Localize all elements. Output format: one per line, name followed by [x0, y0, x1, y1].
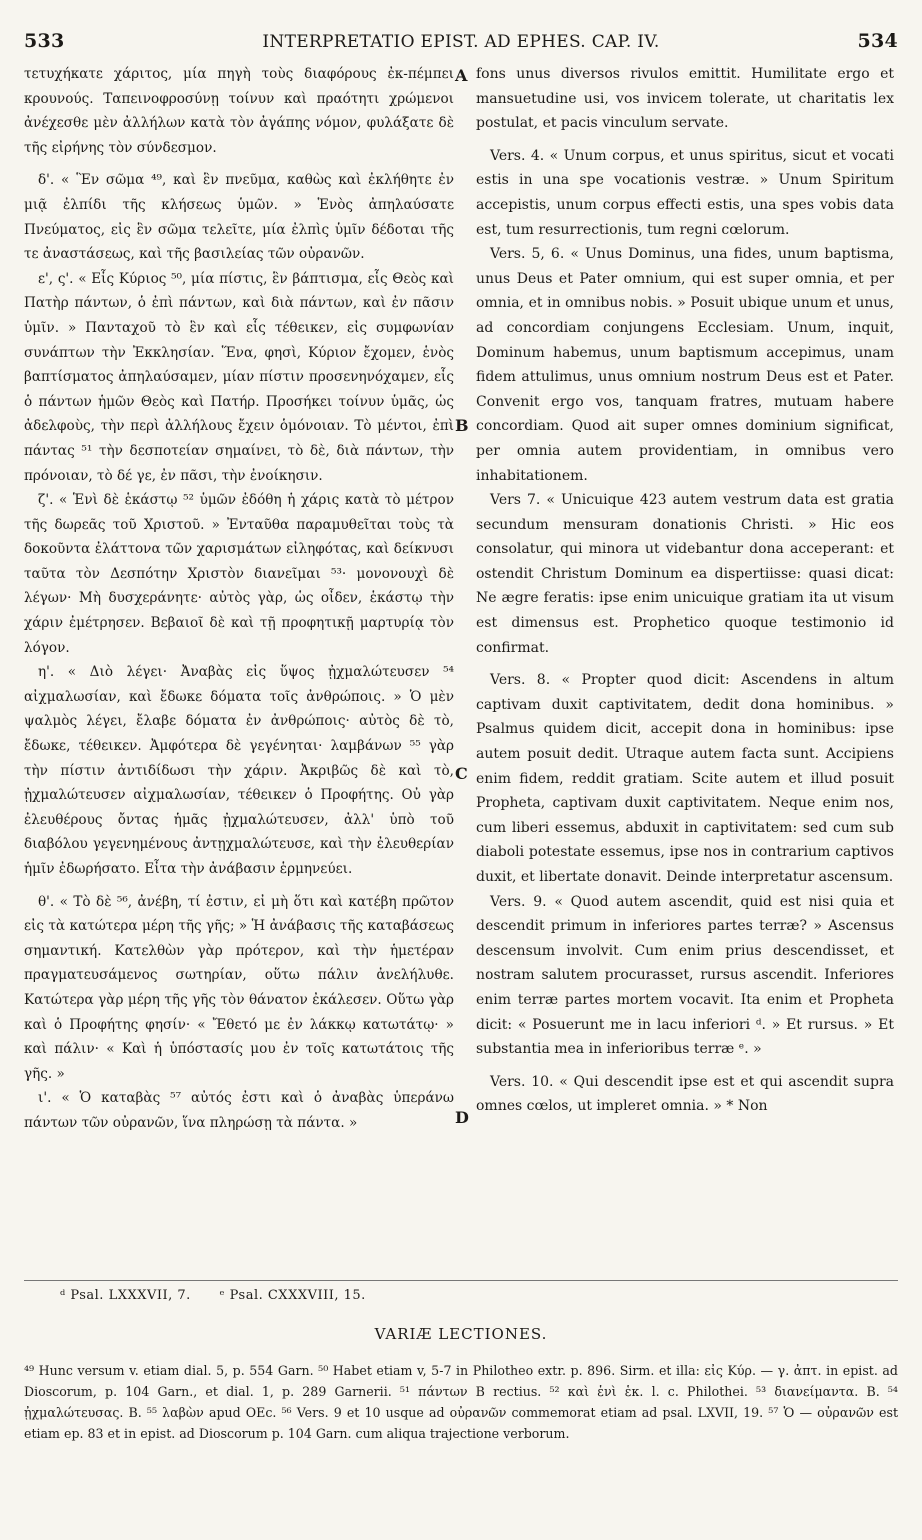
latin-paragraph: Vers. 4. « Unum corpus, et unus spiritus, sicut et vocati estis in una spe vocationis vestræ. » Unum Spiritum accepistis, unum corpus effecti estis, una spes vobis data est, tum resurrectionis, tum regni cœlorum.	[476, 147, 894, 238]
latin-paragraph: fons unus diversos rivulos emittit. Humilitate ergo et mansuetudine usi, vos invicem tolerate, ut charitatis lex postulat, et pacis vinculum servate.	[476, 66, 894, 132]
page-number-left: 533	[24, 30, 65, 52]
greek-paragraph: η'. « Διὸ λέγει· Ἀναβὰς εἰς ὕψος ᾐχμαλώτευσεν ⁵⁴ αἰχμαλωσίαν, καὶ ἔδωκε δόματα τοῖς ἀνθρώποις. » Ὁ μὲν ψαλμὸς λέγει, ἔλαβε δόματα ἐν ἀνθρώποις· αὐτὸς δὲ τὸ, ἔδωκε, τέθεικεν. Ἀμφότερα δὲ γεγένηται· λαμβάνων ⁵⁵ γὰρ τὴν πίστιν ἀντιδίδωσι τὴν χάριν. Ἀκριβῶς δὲ καὶ τὸ, ᾐχμαλώτευσεν αἰχμαλωσίαν, τέθεικεν ὁ Προφήτης. Οὐ γὰρ ἐλευθέρους ὄντας ἡμᾶς ᾐχμαλώτευσεν, ἀλλ' ὑπὸ τοῦ διαβόλου γεγενημένους ἀντῃχμαλώτευσε, καὶ τὴν ἐλευθερίαν ἡμῖν ἐδωρήσατο. Εἶτα τὴν ἀνάβασιν ἑρμηνεύει.	[24, 664, 454, 877]
footnote-d: ᵈ Psal. LXXXVII, 7.	[60, 1288, 191, 1303]
greek-paragraph: ι'. « Ὁ καταβὰς ⁵⁷ αὐτός ἐστι καὶ ὁ ἀναβὰς ὑπεράνω πάντων τῶν οὐρανῶν, ἵνα πληρώσῃ τὰ πάντα. »	[24, 1090, 454, 1131]
latin-paragraph: Vers. 9. « Quod autem ascendit, quid est nisi quia et descendit primum in inferiores partes terræ? » Ascensus descensum involvit. Cum enim prius descendisset, et nostram salutem procurasset, rursus ascendit. Inferiores enim terræ partes mortem vocavit. Ita enim et Propheta dicit: « Posuerunt me in lacu inferiori ᵈ. » Et rursus. » Et substantia mea in inferioribus terræ ᵉ. »	[476, 893, 894, 1058]
page-number-right: 534	[857, 30, 898, 52]
running-title: INTERPRETATIO EPIST. AD EPHES. CAP. IV.	[262, 32, 660, 52]
page-header	[24, 30, 898, 56]
margin-marker-b: B	[455, 416, 469, 435]
margin-marker-d: D	[455, 1108, 469, 1127]
variant-readings-text: ⁴⁹ Hunc versum v. etiam dial. 5, p. 554 Garn. ⁵⁰ Habet etiam v, 5-7 in Philotheo extr. p. 896. Sirm. et illa: εἰς Κύρ. — γ. ἀπτ. in epist. ad Dioscorum, p. 104 Garn., et dial. 1, p. 289 Garnerii. ⁵¹ πάντων B rectius. ⁵² καὶ ἑνὶ ἑκ. l. c. Philothei. ⁵³ διανείμαντα. B. ⁵⁴ ᾐχμαλώτευσας. B. ⁵⁵ λαβὼν apud OEc. ⁵⁶ Vers. 9 et 10 usque ad οὐρανῶν commemorat etiam ad psal. LXVII, 19. ⁵⁷ Ὁ — οὐρανῶν est etiam ep. 83 et in epist. ad Dioscorum p. 104 Garn. cum aliqua trajectione verborum.	[24, 1363, 898, 1441]
variant-readings	[24, 1360, 898, 1444]
greek-paragraph: δ'. « Ἓν σῶμα ⁴⁹, καὶ ἓν πνεῦμα, καθὼς καὶ ἐκλήθητε ἐν μιᾷ ἐλπίδι τῆς κλήσεως ὑμῶν. » Ἑνὸς ἀπηλαύσατε Πνεύματος, εἰς ἓν σῶμα τελεῖτε, μία ἐλπὶς ὑμῖν δέδοται τῆς τε ἀναστάσεως, καὶ τῆς βασιλείας τῶν οὐρανῶν.	[24, 172, 454, 263]
scripture-footnotes	[60, 1288, 390, 1303]
greek-paragraph: ζ'. « Ἑνὶ δὲ ἑκάστῳ ⁵² ὑμῶν ἐδόθη ἡ χάρις κατὰ τὸ μέτρον τῆς δωρεᾶς τοῦ Χριστοῦ. » Ἐνταῦθα παραμυθεῖται τοὺς τὰ δοκοῦντα ἐλάττονα τῶν χαρισμάτων εἰληφότας, καὶ δείκνυσι ταῦτα τὸν Δεσπότην Χριστὸν διανεῖμαι ⁵³· μονονουχὶ δὲ λέγων· Μὴ δυσχεράνητε· αὐτὸς γὰρ, ὡς οἶδεν, ἑκάστῳ τὴν χάριν ἐμέτρησεν. Βεβαιοῖ δὲ καὶ τῇ προφητικῇ μαρτυρίᾳ τὸν λόγον.	[24, 492, 454, 656]
greek-paragraph: θ'. « Τὸ δὲ ⁵⁶, ἀνέβη, τί ἐστιν, εἰ μὴ ὅτι καὶ κατέβη πρῶτον εἰς τὰ κατώτερα μέρη τῆς γῆς; » Ἡ ἀνάβασις τῆς καταβάσεως σημαντική. Κατελθὼν γὰρ πρότερον, καὶ τὴν ἡμετέραν πραγματευσάμενος σωτηρίαν, οὕτω πάλιν ἀνελήλυθε. Κατώτερα γὰρ μέρη τῆς γῆς τὸν θάνατον ἐκάλεσεν. Οὕτω γὰρ καὶ ὁ Προφήτης φησίν· « Ἔθετό με ἐν λάκκῳ κατωτάτῳ· » καὶ πάλιν· « Καὶ ἡ ὑπόστασίς μου ἐν τοῖς κατωτάτοις τῆς γῆς. »	[24, 893, 454, 1082]
margin-marker-a: A	[455, 66, 468, 85]
footnote-e: ᵉ Psal. CXXXVIII, 15.	[219, 1288, 366, 1303]
greek-column	[24, 62, 454, 1136]
latin-paragraph: Vers 7. « Unicuique 423 autem vestrum data est gratia secundum mensuram donationis Christi. » Hic eos consolatur, qui minora ut videbantur dona acceperant: et ostendit Christum Dominum ea dispertiisse: quasi dicat: Ne ægre feratis: ipse enim unicuique gratiam ita ut visum est dimensus est. Prophetico quoque testimonio id confirmat.	[476, 492, 894, 656]
footnote-rule	[24, 1280, 898, 1281]
latin-paragraph: Vers. 5, 6. « Unus Dominus, una fides, unum baptisma, unus Deus et Pater omnium, qui est super omnia, et per omnia, et in omnibus nobis. » Posuit ubique unum et unus, ad concordiam conjungens Ecclesiam. Unum, inquit, Dominum habemus, unum baptismum accepimus, unam fidem attulimus, unus omnium nostrum Deus est et Pater. Convenit ergo vos, tanquam fratres, mutuam habere concordiam. Quod ait super omnes dominium significat, per omnia autem providentiam, in omnibus vero inhabitationem.	[476, 246, 894, 484]
latin-paragraph: Vers. 10. « Qui descendit ipse est et qui ascendit supra omnes cœlos, ut impleret omnia. » * Non	[476, 1073, 894, 1115]
latin-column	[476, 62, 894, 1119]
margin-marker-c: C	[455, 764, 468, 783]
latin-paragraph: Vers. 8. « Propter quod dicit: Ascendens in altum captivam duxit captivitatem, dedit dona hominibus. » Psalmus quidem dicit, accepit dona in hominibus: ipse autem posuit dedit. Utraque autem facta sunt. Accipiens enim fidem, reddit gratiam. Scite autem et illud posuit Propheta, captivam duxit captivitatem. Neque enim nos, cum liberi essemus, abduxit in captivitatem: sed cum sub diaboli potestate essemus, ipse nos in contrarium captivos duxit, et libertate donavit. Deinde interpretatur ascensum.	[476, 672, 894, 885]
greek-paragraph: ε', ς'. « Εἷς Κύριος ⁵⁰, μία πίστις, ἓν βάπτισμα, εἷς Θεὸς καὶ Πατὴρ πάντων, ὁ ἐπὶ πάντων, καὶ διὰ πάντων, καὶ ἐν πᾶσιν ὑμῖν. » Πανταχοῦ τὸ ἓν καὶ εἷς τέθεικεν, εἰς συμφωνίαν συνάπτων τὴν Ἐκκλησίαν. Ἕνα, φησὶ, Κύριον ἔχομεν, ἑνὸς βαπτίσματος ἀπηλαύσαμεν, μίαν πίστιν προσενηνόχαμεν, εἷς ὁ πάντων ἡμῶν Θεὸς καὶ Πατήρ. Προσήκει τοίνυν ὑμᾶς, ὡς ἀδελφοὺς, τὴν περὶ ἀλλήλους ἔχειν ὁμόνοιαν. Τὸ μέντοι, ἐπὶ πάντας ⁵¹ τὴν δεσποτείαν σημαίνει, τὸ δὲ, διὰ πάντων, τὴν πρόνοιαν, τὸ δέ γε, ἐν πᾶσι, τὴν ἐνοίκησιν.	[24, 270, 454, 484]
variae-lectiones-title: VARIÆ LECTIONES.	[374, 1325, 548, 1343]
greek-paragraph: τετυχήκατε χάριτος, μία πηγὴ τοὺς διαφόρους ἐκ-πέμπει κρουνούς. Ταπεινοφροσύνῃ τοίνυν καὶ πραότητι χρώμενοι ἀνέχεσθε μὲν ἀλλήλων κατὰ τὸν ἀγάπης νόμον, φυλάξατε δὲ τῆς εἰρήνης τὸν σύνδεσμον.	[24, 66, 454, 156]
